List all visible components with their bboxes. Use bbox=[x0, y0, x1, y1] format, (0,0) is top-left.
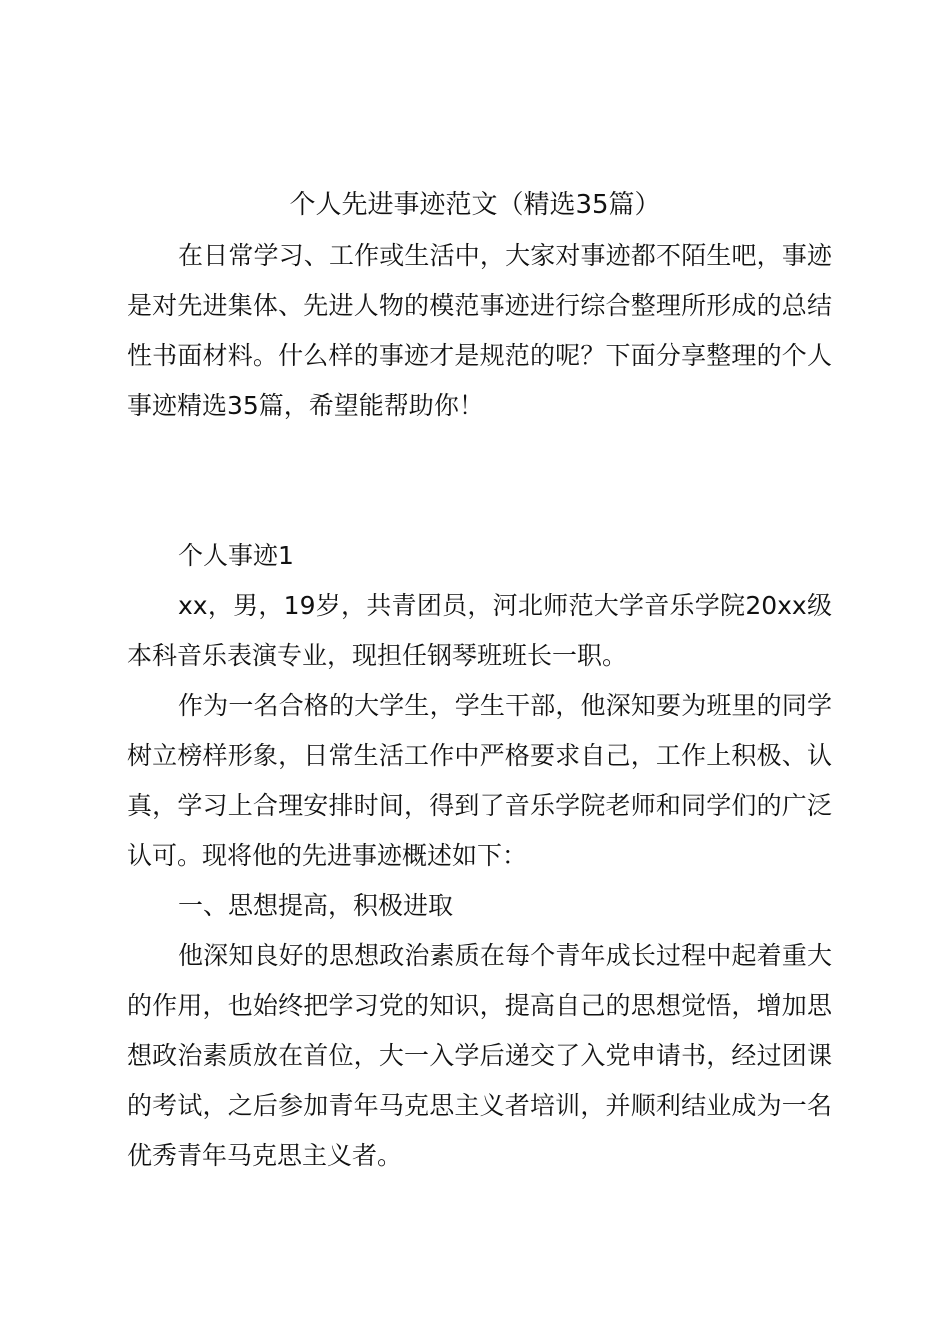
intro-paragraph: 在日常学习、工作或生活中，大家对事迹都不陌生吧，事迹是对先进集体、先进人物的模范事迹进行综合整理所形成的总结性书面材料。什么样的事迹才是规范的呢？下面分享整理的个人事迹精选35篇，希望能帮助你！ bbox=[127, 241, 832, 420]
section-heading: 个人事迹1 bbox=[178, 541, 294, 570]
body-paragraph: xx，男，19岁，共青团员，河北师范大学音乐学院20xx级本科音乐表演专业，现担任钢琴班班长一职。 bbox=[127, 591, 832, 670]
body-paragraph: 作为一名合格的大学生，学生干部，他深知要为班里的同学树立榜样形象，日常生活工作中严格要求自己，工作上积极、认真，学习上合理安排时间，得到了音乐学院老师和同学们的广泛认可。现将他的先进事迹概述如下： bbox=[127, 691, 832, 870]
document-title: 个人先进事迹范文（精选35篇） bbox=[289, 190, 661, 220]
body-paragraph: 他深知良好的思想政治素质在每个青年成长过程中起着重大的作用，也始终把学习党的知识，提高自己的思想觉悟，增加思想政治素质放在首位，大一入学后递交了入党申请书，经过团课的考试，之后参加青年马克思主义者培训，并顺利结业成为一名优秀青年马克思主义者。 bbox=[127, 941, 832, 1170]
subheading: 一、思想提高，积极进取 bbox=[178, 891, 454, 920]
